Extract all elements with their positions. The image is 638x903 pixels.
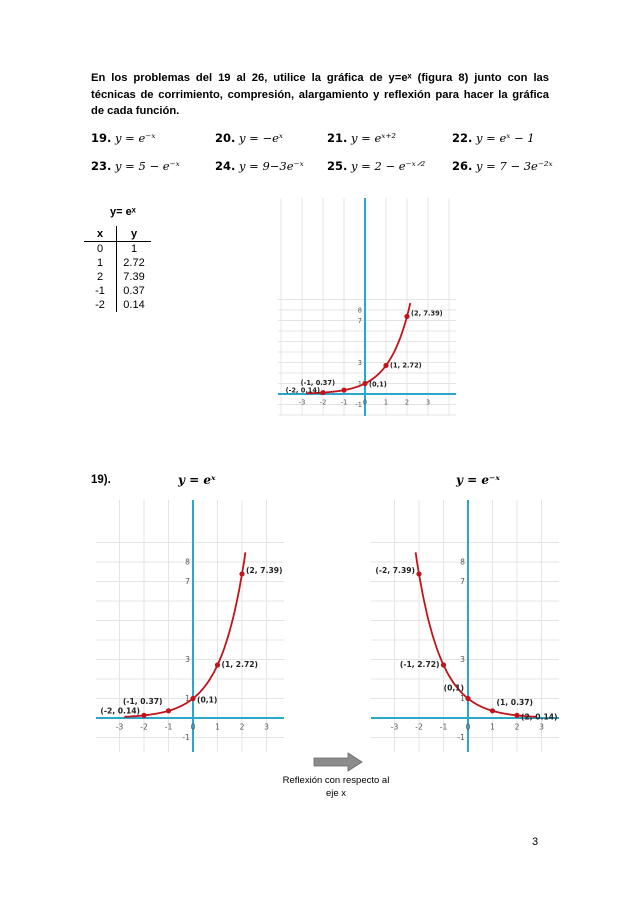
data-point (465, 696, 470, 701)
data-point (166, 708, 171, 713)
x-tick-label: 1 (490, 722, 495, 732)
table-row (84, 284, 151, 298)
point-label: (-2, 0.14) (100, 706, 140, 716)
problem-number: 20. (215, 131, 236, 145)
equation-heading-right: y = e⁻ˣ (456, 473, 500, 487)
exp-graph-right (371, 500, 559, 752)
problem-24 (215, 159, 304, 173)
exp-graph-top (278, 198, 456, 416)
data-point (239, 571, 244, 576)
problem-equation: y = 9−3e⁻ˣ (239, 159, 304, 173)
point-label: (-1, 0.37) (122, 696, 163, 706)
point-label: (-1, 2.72) (399, 659, 440, 669)
problem-number: 19. (91, 131, 112, 145)
table-row (84, 298, 151, 312)
y-tick-label: 3 (460, 655, 465, 665)
table-cell: -2 (84, 298, 117, 312)
point-label: (1, 0.37) (496, 697, 533, 707)
x-tick-label: 3 (264, 722, 269, 732)
problem-number: 24. (215, 159, 236, 173)
x-tick-label: 2 (239, 722, 245, 732)
y-tick-label: 7 (357, 316, 362, 325)
table-cell: 2 (84, 270, 117, 284)
x-tick-label: -2 (415, 722, 423, 732)
point-label: (0,1) (197, 695, 218, 705)
problem-equation: y = −eˣ (239, 131, 283, 145)
table-cell: 0 (84, 242, 117, 257)
exp-graph-left (96, 500, 284, 752)
table-cell: 0.37 (123, 285, 145, 297)
table-cell: 7.39 (123, 271, 145, 283)
data-point (383, 363, 388, 368)
y-tick-label: 3 (185, 655, 190, 665)
problem-20 (215, 131, 283, 145)
x-tick-label: -3 (115, 722, 124, 732)
x-tick-label: 0 (190, 722, 196, 732)
x-tick-label: 3 (425, 398, 431, 407)
data-point (404, 314, 409, 319)
x-tick-label: 1 (383, 398, 389, 407)
point-label: (2, 7.39) (246, 565, 283, 575)
problem-number: 25. (327, 159, 348, 173)
data-point (215, 662, 220, 667)
exp-curve (416, 552, 537, 717)
y-tick-label: 8 (357, 306, 362, 315)
table-cell: 1 (130, 243, 138, 255)
table-row (84, 242, 151, 257)
section-label: 19). (91, 474, 111, 486)
data-point (141, 713, 146, 718)
problem-21 (327, 131, 396, 145)
problem-number: 23. (91, 159, 112, 173)
point-label: (0,1) (443, 683, 464, 693)
table-cell: 2.72 (123, 257, 145, 269)
instructions-paragraph: En los problemas del 19 al 26, utilice la gráfica de y=eˣ (figura 8) junto con las técnicas de corrimiento, compresión, alargamiento y reflexión para hacer la gráfica de cada función. (91, 72, 549, 117)
y-tick-label: -1 (355, 400, 362, 409)
table-cell: 0.14 (123, 299, 145, 311)
problem-25 (327, 159, 425, 173)
x-tick-label: -1 (164, 722, 173, 732)
table-header-y: y (117, 226, 152, 242)
problem-19 (91, 131, 155, 145)
point-label: (-1, 0.37) (300, 379, 335, 388)
table-header-x: x (84, 226, 117, 242)
table-cell: 1 (84, 256, 117, 270)
table-cell: -1 (84, 284, 117, 298)
right-arrow-icon (312, 752, 364, 772)
x-tick-label: 2 (514, 722, 520, 732)
problem-equation: y = eˣ⁺² (351, 131, 397, 145)
y-tick-label: 7 (460, 577, 465, 587)
problem-number: 22. (452, 131, 473, 145)
x-tick-label: 0 (362, 398, 368, 407)
x-tick-label: -2 (319, 398, 327, 407)
point-label: (2, 0.14) (521, 712, 558, 722)
problem-equation: y = 2 − e⁻ˣᐟ² (351, 159, 426, 173)
problem-equation: y = eˣ − 1 (476, 131, 535, 145)
x-tick-label: -1 (340, 398, 348, 407)
y-tick-label: -1 (457, 733, 465, 743)
x-tick-label: -2 (140, 722, 148, 732)
y-tick-label: 1 (185, 694, 190, 704)
data-point (514, 713, 519, 718)
x-tick-label: 0 (465, 722, 471, 732)
y-tick-label: 8 (185, 557, 190, 567)
point-label: (-2, 0.14) (285, 386, 320, 395)
data-point (416, 571, 421, 576)
y-tick-label: -1 (182, 733, 190, 743)
point-label: (0,1) (369, 380, 387, 389)
page-number: 3 (532, 836, 539, 848)
problem-26 (452, 159, 553, 173)
table-row (84, 270, 151, 284)
values-table (84, 226, 151, 312)
table-title: y= eˣ (110, 206, 136, 218)
data-point (490, 708, 495, 713)
problem-equation: y = 7 − 3e⁻²ˣ (476, 159, 553, 173)
point-label: (2, 7.39) (411, 309, 443, 318)
problem-23 (91, 159, 180, 173)
problem-equation: y = e⁻ˣ (115, 131, 156, 145)
reflection-caption: Reflexión con respecto al eje x (282, 775, 390, 799)
y-tick-label: 1 (460, 694, 465, 704)
x-tick-label: -3 (298, 398, 306, 407)
y-tick-label: 3 (357, 358, 362, 367)
x-tick-label: -1 (439, 722, 448, 732)
x-tick-label: 3 (539, 722, 544, 732)
problem-number: 21. (327, 131, 348, 145)
problem-number: 26. (452, 159, 473, 173)
y-tick-label: 1 (357, 379, 362, 388)
y-tick-label: 7 (185, 577, 190, 587)
table-row (84, 256, 151, 270)
point-label: (-2, 7.39) (375, 565, 415, 575)
data-point (341, 388, 346, 393)
data-point (441, 662, 446, 667)
equation-heading-left: y = eˣ (178, 473, 216, 487)
y-tick-label: 8 (460, 557, 465, 567)
x-tick-label: -3 (390, 722, 399, 732)
x-tick-label: 1 (215, 722, 220, 732)
data-point (362, 381, 367, 386)
problem-22 (452, 131, 535, 145)
point-label: (1, 2.72) (221, 659, 258, 669)
x-tick-label: 2 (404, 398, 410, 407)
point-label: (1, 2.72) (390, 361, 422, 370)
data-point (190, 696, 195, 701)
data-point (320, 390, 325, 395)
problem-equation: y = 5 − e⁻ˣ (115, 159, 180, 173)
